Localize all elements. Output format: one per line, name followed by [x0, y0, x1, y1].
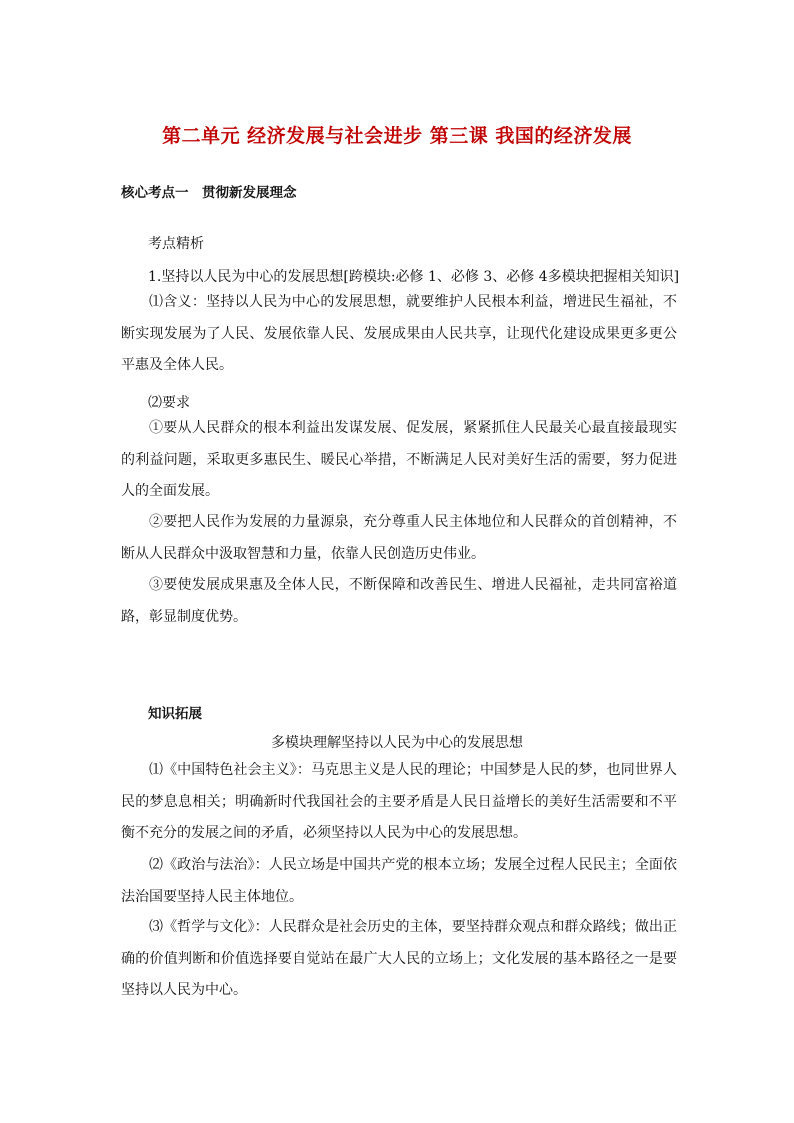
extension-item-2: ⑵《政治与法治》：人民立场是中国共产党的根本立场；发展全过程人民民主；全面依法治国要坚持人民主体地位。	[121, 857, 677, 905]
requirement-label: ⑵要求	[148, 395, 190, 411]
extension-item-3: ⑶《哲学与文化》：人民群众是社会历史的主体，要坚持群众观点和群众路线；做出正确的价值判断和价值选择要自觉站在最广大人民的立场上；文化发展的基本路径之一是要坚持以人民为中心。	[121, 919, 677, 998]
extension-center-title: 多模块理解坚持以人民为中心的发展思想	[271, 735, 523, 751]
section-heading-extension: 知识拓展	[148, 706, 202, 722]
paragraph-requirement-2: ②要把人民作为发展的力量源泉，充分尊重人民主体地位和人民群众的首创精神，不断从人民群众中汲取智慧和力量，依靠人民创造历史伟业。	[121, 514, 677, 562]
paragraph-meaning: ⑴含义：坚持以人民为中心的发展思想，就要维护人民根本利益，增进民生福祉，不断实现发展为了人民、发展依靠人民、发展成果由人民共享，让现代化建设成果更多更公平惠及全体人民。	[121, 294, 677, 373]
paragraph-requirement-1: ①要从人民群众的根本利益出发谋发展、促发展，紧紧抓住人民最关心最直接最现实的利益问题，采取更多惠民生、暖民心举措，不断满足人民对美好生活的需要，努力促进人的全面发展。	[121, 420, 677, 499]
sub-heading-analysis: 考点精析	[148, 236, 204, 252]
section-heading-core-point: 核心考点一 贯彻新发展理念	[121, 185, 297, 201]
extension-item-1: ⑴《中国特色社会主义》：马克思主义是人民的理论；中国梦是人民的梦，也同世界人民的梦息息相关；明确新时代我国社会的主要矛盾是人民日益增长的美好生活需要和不平衡不充分的发展之间的矛盾，必须坚持以人民为中心的发展思想。	[121, 762, 677, 841]
paragraph-requirement-3: ③要使发展成果惠及全体人民，不断保障和改善民生、增进人民福祉，走共同富裕道路，彰显制度优势。	[121, 577, 677, 625]
document-title: 第二单元 经济发展与社会进步 第三课 我国的经济发展	[162, 125, 632, 147]
point-1-heading: 1.坚持以人民为中心的发展思想[跨模块:必修 1、必修 3、必修 4多模块把握相关知识]	[148, 269, 680, 285]
